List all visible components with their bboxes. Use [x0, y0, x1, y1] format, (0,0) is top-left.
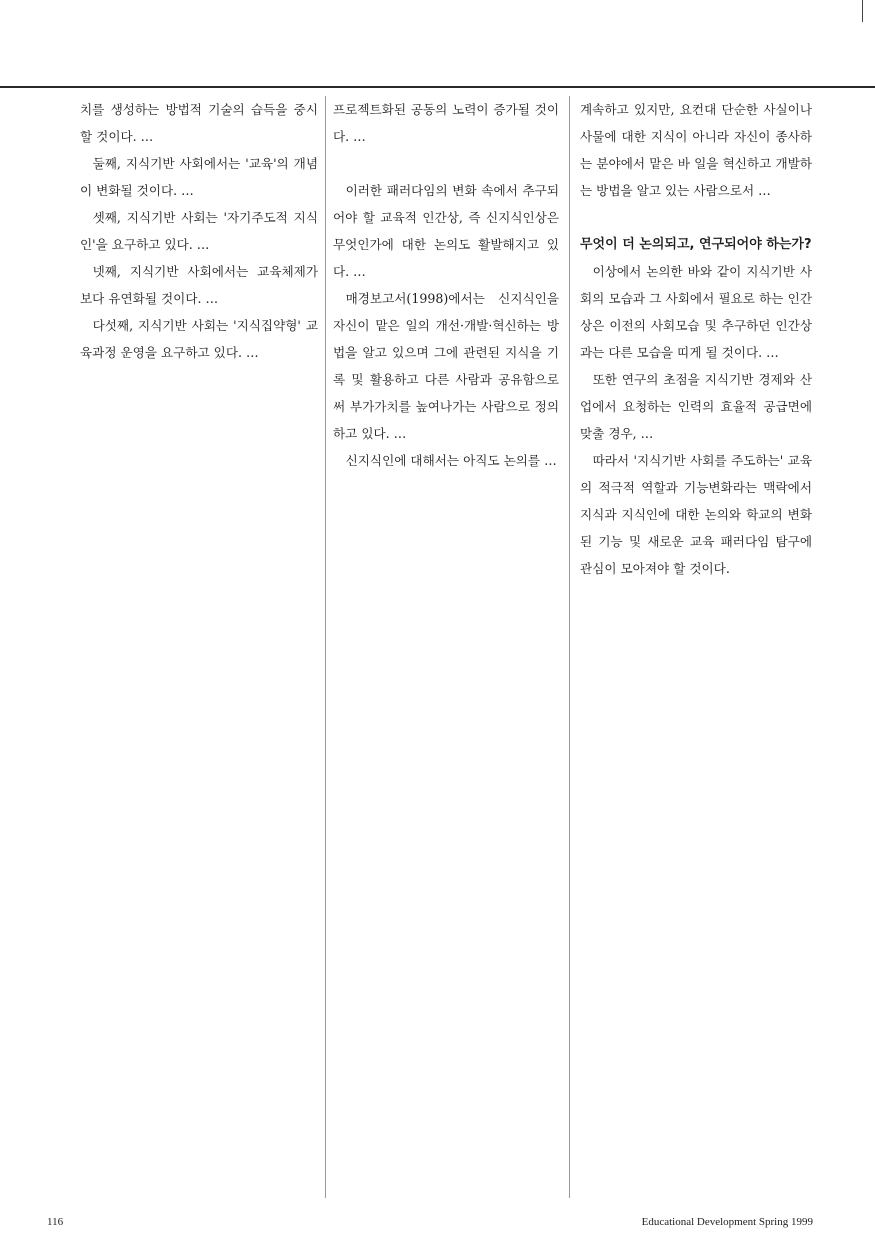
paragraph: 이러한 패러다임의 변화 속에서 추구되어야 할 교육적 인간상, 즉 신지식인상은 무엇인가에 대한 논의도 활발해지고 있다. … — [333, 183, 559, 279]
column-1 — [80, 96, 318, 366]
column-divider — [569, 96, 570, 1198]
paragraph: 둘째, 지식기반 사회에서는 '교육'의 개념이 변화될 것이다. … — [80, 156, 318, 198]
paragraph: 따라서 '지식기반 사회를 주도하는' 교육의 적극적 역할과 기능변화라는 맥락에서 지식과 지식인에 대한 논의와 학교의 변화된 기능 및 새로운 교육 패러다임 탐구에 관심이 모아져야 할 것이다. — [580, 453, 812, 576]
paragraph: 이상에서 논의한 바와 같이 지식기반 사회의 모습과 그 사회에서 필요로 하는 인간상은 이전의 사회모습 및 추구하던 인간상과는 다른 모습을 띠게 될 것이다. … — [580, 264, 812, 360]
column-2 — [333, 96, 559, 474]
column-3 — [580, 96, 812, 582]
journal-footer: Educational Development Spring 1999 — [641, 1216, 813, 1228]
paragraph: 프로젝트화된 공동의 노력이 증가될 것이다. … — [333, 102, 559, 144]
paragraph: 셋째, 지식기반 사회는 '자기주도적 지식인'을 요구하고 있다. … — [80, 210, 318, 252]
paragraph: 치를 생성하는 방법적 기술의 습득을 중시할 것이다. … — [80, 102, 318, 144]
paragraph: 매경보고서(1998)에서는 신지식인을 자신이 맡은 일의 개선·개발·혁신하는 방법을 알고 있으며 그에 관련된 지식을 기록 및 활용하고 다른 사람과 공유함으로써 부가가치를 높여나가는 사람으로 정의하고 있다. … — [333, 291, 559, 441]
page-number: 116 — [47, 1216, 64, 1228]
paragraph: 넷째, 지식기반 사회에서는 교육체제가 보다 유연화될 것이다. … — [80, 264, 318, 306]
paragraph: 신지식인에 대해서는 아직도 논의를 … — [345, 453, 557, 468]
paragraph: 또한 연구의 초점을 지식기반 경제와 산업에서 요청하는 인력의 효율적 공급면에 맞출 경우, … — [580, 372, 812, 441]
page-edge-mark — [862, 0, 863, 22]
header-rule — [0, 86, 875, 88]
section-heading: 무엇이 더 논의되고, 연구되어야 하는가? — [580, 237, 812, 252]
column-divider — [325, 96, 326, 1198]
paragraph: 계속하고 있지만, 요컨대 단순한 사실이나 사물에 대한 지식이 아니라 자신이 종사하는 분야에서 맡은 바 일을 혁신하고 개발하는 방법을 알고 있는 사람으로서 … — [580, 102, 812, 198]
paragraph: 다섯째, 지식기반 사회는 '지식집약형' 교육과정 운영을 요구하고 있다. … — [80, 318, 318, 360]
